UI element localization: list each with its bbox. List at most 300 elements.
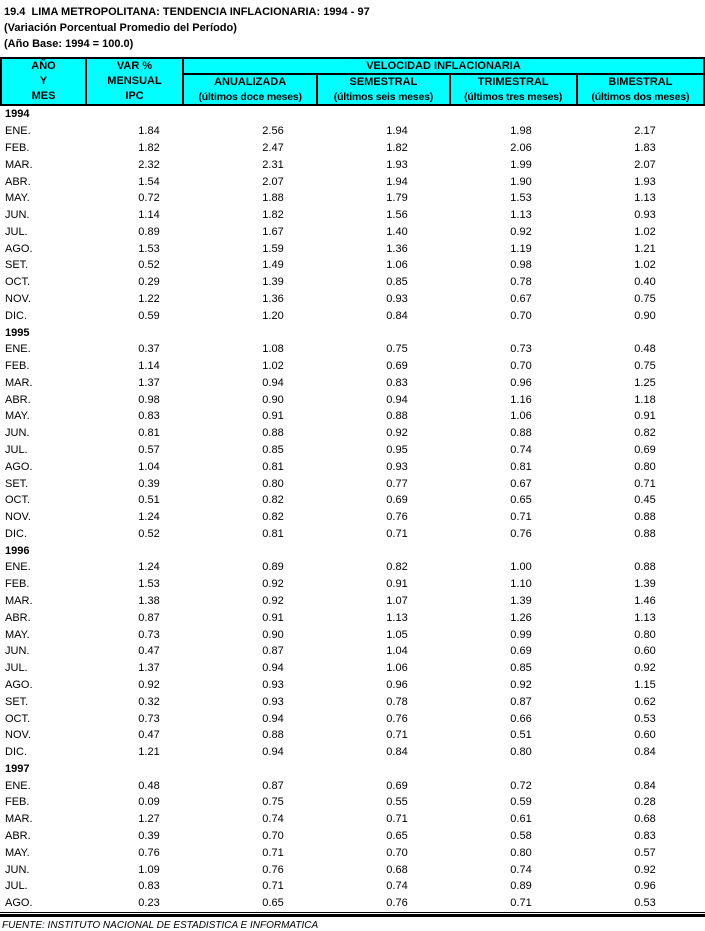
value-cell: 1.10: [510, 578, 532, 591]
value-cell: 0.51: [138, 494, 160, 507]
value-cell: 0.45: [634, 494, 656, 507]
value-cell: 0.80: [634, 460, 656, 473]
value-cell: 1.67: [262, 225, 284, 238]
month-label: AGO.: [5, 242, 33, 255]
header-ano-y-mes: [2, 59, 85, 104]
value-cell: 0.70: [386, 846, 408, 859]
value-cell: 0.94: [262, 662, 284, 675]
table-row: [0, 693, 705, 710]
value-cell: 0.83: [138, 880, 160, 893]
month-label: OCT.: [5, 712, 31, 725]
value-cell: 1.37: [138, 662, 160, 675]
table-row: [0, 861, 705, 878]
value-cell: 0.93: [386, 292, 408, 305]
value-cell: 1.37: [138, 376, 160, 389]
value-cell: 0.75: [262, 796, 284, 809]
value-cell: 0.87: [262, 779, 284, 792]
value-cell: 0.68: [386, 863, 408, 876]
value-cell: 0.52: [138, 527, 160, 540]
value-cell: 1.53: [138, 242, 160, 255]
value-cell: 0.92: [634, 863, 656, 876]
value-cell: 2.06: [510, 141, 532, 154]
table-row: [0, 844, 705, 861]
value-cell: 0.84: [634, 779, 656, 792]
month-label: SET.: [5, 695, 29, 708]
table-row: [0, 458, 705, 475]
table-row: [0, 190, 705, 207]
value-cell: 1.22: [138, 292, 160, 305]
value-cell: 0.96: [510, 376, 532, 389]
value-cell: 1.16: [510, 393, 532, 406]
table-row: [0, 609, 705, 626]
month-label: ABR.: [5, 829, 31, 842]
value-cell: 0.76: [386, 511, 408, 524]
table-row: [0, 777, 705, 794]
table-row: [0, 744, 705, 761]
value-cell: 0.89: [510, 880, 532, 893]
value-cell: 0.73: [138, 628, 160, 641]
header-bimestral: [576, 75, 703, 104]
table-bottom-rule: [0, 914, 705, 917]
value-cell: 0.90: [262, 628, 284, 641]
month-label: DIC.: [5, 746, 27, 759]
year-label: 1996: [5, 544, 30, 557]
value-cell: 0.93: [634, 209, 656, 222]
value-cell: 0.85: [262, 444, 284, 457]
header-var-mensual-ipc: [85, 59, 182, 104]
value-cell: 0.75: [634, 292, 656, 305]
value-cell: 1.83: [634, 141, 656, 154]
value-cell: 0.74: [510, 863, 532, 876]
value-cell: 1.06: [386, 662, 408, 675]
value-cell: 0.29: [138, 276, 160, 289]
month-label: MAY.: [5, 192, 30, 205]
header-anualizada-label: ANUALIZADA: [214, 76, 287, 88]
month-label: JUL.: [5, 444, 28, 457]
month-label: JUL.: [5, 880, 28, 893]
table-row: [0, 123, 705, 140]
table-row: [0, 559, 705, 576]
month-label: NOV.: [5, 511, 31, 524]
value-cell: 0.74: [386, 880, 408, 893]
value-cell: 0.87: [138, 611, 160, 624]
value-cell: 0.40: [634, 276, 656, 289]
value-cell: 1.59: [262, 242, 284, 255]
value-cell: 0.76: [386, 897, 408, 910]
month-label: MAY.: [5, 628, 30, 641]
value-cell: 0.81: [510, 460, 532, 473]
header-trimestral-label: TRIMESTRAL: [477, 76, 549, 88]
header-velocidad-group: [182, 59, 703, 104]
value-cell: 0.92: [634, 662, 656, 675]
month-label: MAR.: [5, 595, 33, 608]
value-cell: 0.85: [510, 662, 532, 675]
value-cell: 0.66: [510, 712, 532, 725]
value-cell: 1.36: [262, 292, 284, 305]
value-cell: 0.73: [510, 343, 532, 356]
value-cell: 0.83: [138, 410, 160, 423]
value-cell: 0.94: [386, 393, 408, 406]
value-cell: 0.80: [262, 477, 284, 490]
value-cell: 0.88: [634, 511, 656, 524]
value-cell: 0.95: [386, 444, 408, 457]
value-cell: 0.71: [262, 880, 284, 893]
source-note: FUENTE: INSTITUTO NACIONAL DE ESTADISTICA E INFORMATICA: [2, 919, 319, 931]
value-cell: 0.93: [262, 678, 284, 691]
value-cell: 0.47: [138, 729, 160, 742]
value-cell: 1.13: [634, 611, 656, 624]
value-cell: 1.39: [634, 578, 656, 591]
value-cell: 0.69: [386, 494, 408, 507]
value-cell: 1.00: [510, 561, 532, 574]
value-cell: 1.21: [634, 242, 656, 255]
table-row: [0, 140, 705, 157]
value-cell: 1.02: [634, 259, 656, 272]
month-label: SET.: [5, 259, 29, 272]
value-cell: 0.74: [262, 813, 284, 826]
value-cell: 1.06: [510, 410, 532, 423]
value-cell: 1.19: [510, 242, 532, 255]
value-cell: 0.69: [510, 645, 532, 658]
value-cell: 0.93: [262, 695, 284, 708]
value-cell: 0.82: [262, 511, 284, 524]
header-bimestral-sublabel: (últimos dos meses): [591, 90, 690, 103]
year-row: [0, 324, 705, 341]
month-label: FEB.: [5, 360, 30, 373]
value-cell: 0.92: [262, 595, 284, 608]
header-semestral-sublabel: (últimos seis meses): [333, 90, 434, 103]
value-cell: 1.25: [634, 376, 656, 389]
value-cell: 0.57: [634, 846, 656, 859]
value-cell: 0.69: [386, 360, 408, 373]
value-cell: 2.31: [262, 158, 284, 171]
table-row: [0, 291, 705, 308]
value-cell: 0.23: [138, 897, 160, 910]
table-row: [0, 492, 705, 509]
value-cell: 0.70: [510, 309, 532, 322]
value-cell: 0.84: [386, 746, 408, 759]
value-cell: 1.26: [510, 611, 532, 624]
value-cell: 2.56: [262, 125, 284, 138]
value-cell: 0.85: [386, 276, 408, 289]
value-cell: 0.48: [634, 343, 656, 356]
header-bimestral-label: BIMESTRAL: [608, 76, 673, 88]
table-row: [0, 408, 705, 425]
value-cell: 1.07: [386, 595, 408, 608]
value-cell: 0.60: [634, 645, 656, 658]
month-label: ABR.: [5, 175, 31, 188]
value-cell: 0.91: [262, 410, 284, 423]
month-label: AGO.: [5, 897, 33, 910]
header-semestral: [316, 75, 448, 104]
value-cell: 0.37: [138, 343, 160, 356]
value-cell: 0.76: [510, 527, 532, 540]
table-row: [0, 828, 705, 845]
value-cell: 1.82: [262, 209, 284, 222]
value-cell: 0.62: [634, 695, 656, 708]
header-trimestral: [449, 75, 576, 104]
value-cell: 0.70: [510, 360, 532, 373]
value-cell: 1.21: [138, 746, 160, 759]
value-cell: 0.92: [510, 225, 532, 238]
value-cell: 0.75: [386, 343, 408, 356]
value-cell: 0.68: [634, 813, 656, 826]
month-label: JUN.: [5, 863, 30, 876]
value-cell: 0.94: [262, 376, 284, 389]
table-row: [0, 307, 705, 324]
year-label: 1995: [5, 326, 30, 339]
value-cell: 0.76: [138, 846, 160, 859]
value-cell: 0.39: [138, 477, 160, 490]
table-row: [0, 375, 705, 392]
value-cell: 1.79: [386, 192, 408, 205]
value-cell: 0.87: [510, 695, 532, 708]
month-label: NOV.: [5, 292, 31, 305]
value-cell: 0.89: [262, 561, 284, 574]
table-row: [0, 878, 705, 895]
value-cell: 1.56: [386, 209, 408, 222]
value-cell: 0.92: [386, 427, 408, 440]
year-label: 1994: [5, 108, 30, 121]
value-cell: 0.80: [510, 746, 532, 759]
value-cell: 0.39: [138, 829, 160, 842]
month-label: MAR.: [5, 158, 33, 171]
month-label: MAY.: [5, 410, 30, 423]
value-cell: 0.65: [510, 494, 532, 507]
table-row: [0, 223, 705, 240]
table-row: [0, 475, 705, 492]
value-cell: 0.92: [510, 678, 532, 691]
header-var-line2: MENSUAL: [107, 75, 162, 87]
page-subtitle-variation: (Variación Porcentual Promedio del Período): [4, 22, 237, 34]
value-cell: 0.53: [634, 712, 656, 725]
value-cell: 1.05: [386, 628, 408, 641]
value-cell: 0.55: [386, 796, 408, 809]
value-cell: 1.98: [510, 125, 532, 138]
table-row: [0, 509, 705, 526]
value-cell: 0.57: [138, 444, 160, 457]
value-cell: 1.36: [386, 242, 408, 255]
value-cell: 0.59: [510, 796, 532, 809]
header-ano-line3: MES: [31, 90, 56, 102]
value-cell: 0.88: [262, 427, 284, 440]
header-anualizada: [184, 75, 316, 104]
value-cell: 1.02: [634, 225, 656, 238]
value-cell: 1.38: [138, 595, 160, 608]
value-cell: 0.96: [634, 880, 656, 893]
value-cell: 0.47: [138, 645, 160, 658]
value-cell: 1.93: [386, 158, 408, 171]
month-label: AGO.: [5, 678, 33, 691]
table-row: [0, 391, 705, 408]
value-cell: 1.90: [510, 175, 532, 188]
value-cell: 0.81: [262, 460, 284, 473]
month-label: ENE.: [5, 343, 31, 356]
value-cell: 1.13: [386, 611, 408, 624]
month-label: OCT.: [5, 494, 31, 507]
value-cell: 0.80: [634, 628, 656, 641]
value-cell: 0.83: [386, 376, 408, 389]
value-cell: 0.78: [386, 695, 408, 708]
value-cell: 0.98: [510, 259, 532, 272]
value-cell: 1.53: [510, 192, 532, 205]
value-cell: 0.74: [510, 444, 532, 457]
month-label: MAR.: [5, 376, 33, 389]
month-label: FEB.: [5, 796, 30, 809]
value-cell: 2.47: [262, 141, 284, 154]
value-cell: 0.53: [634, 897, 656, 910]
value-cell: 0.51: [510, 729, 532, 742]
table-row: [0, 576, 705, 593]
value-cell: 0.61: [510, 813, 532, 826]
value-cell: 1.15: [634, 678, 656, 691]
month-label: ENE.: [5, 125, 31, 138]
month-label: JUL.: [5, 225, 28, 238]
value-cell: 0.71: [386, 527, 408, 540]
month-label: JUN.: [5, 427, 30, 440]
table-row: [0, 156, 705, 173]
header-ano-line1: AÑO: [31, 60, 56, 72]
table-row: [0, 660, 705, 677]
value-cell: 1.09: [138, 863, 160, 876]
value-cell: 1.02: [262, 360, 284, 373]
value-cell: 0.77: [386, 477, 408, 490]
table-row: [0, 710, 705, 727]
value-cell: 1.24: [138, 561, 160, 574]
month-label: JUL.: [5, 662, 28, 675]
value-cell: 0.52: [138, 259, 160, 272]
value-cell: 0.60: [634, 729, 656, 742]
table-row: [0, 442, 705, 459]
value-cell: 1.13: [510, 209, 532, 222]
value-cell: 0.65: [386, 829, 408, 842]
month-label: ENE.: [5, 779, 31, 792]
table-row: [0, 643, 705, 660]
table-row: [0, 727, 705, 744]
table-row: [0, 173, 705, 190]
header-velocidad-subcolumns: [184, 75, 703, 104]
month-label: AGO.: [5, 460, 33, 473]
value-cell: 0.92: [262, 578, 284, 591]
table-row: [0, 425, 705, 442]
value-cell: 1.04: [386, 645, 408, 658]
value-cell: 0.81: [138, 427, 160, 440]
value-cell: 1.20: [262, 309, 284, 322]
header-anualizada-sublabel: (últimos doce meses): [198, 90, 302, 103]
year-row: [0, 760, 705, 777]
value-cell: 0.67: [510, 292, 532, 305]
table-row: [0, 358, 705, 375]
value-cell: 0.91: [386, 578, 408, 591]
table-row: [0, 274, 705, 291]
header-trimestral-sublabel: (últimos tres meses): [464, 90, 563, 103]
month-label: ABR.: [5, 611, 31, 624]
month-label: JUN.: [5, 209, 30, 222]
value-cell: 0.71: [510, 511, 532, 524]
month-label: SET.: [5, 477, 29, 490]
value-cell: 0.72: [138, 192, 160, 205]
month-label: NOV.: [5, 729, 31, 742]
table-row: [0, 240, 705, 257]
value-cell: 0.72: [510, 779, 532, 792]
value-cell: 2.32: [138, 158, 160, 171]
table-row: [0, 593, 705, 610]
value-cell: 0.88: [262, 729, 284, 742]
value-cell: 0.73: [138, 712, 160, 725]
value-cell: 1.84: [138, 125, 160, 138]
value-cell: 1.24: [138, 511, 160, 524]
year-row: [0, 106, 705, 123]
value-cell: 0.59: [138, 309, 160, 322]
value-cell: 0.69: [386, 779, 408, 792]
header-ano-line2: Y: [39, 75, 48, 87]
value-cell: 1.93: [634, 175, 656, 188]
month-label: ABR.: [5, 393, 31, 406]
table-row: [0, 257, 705, 274]
value-cell: 0.76: [386, 712, 408, 725]
value-cell: 1.39: [510, 595, 532, 608]
value-cell: 1.14: [138, 209, 160, 222]
value-cell: 1.08: [262, 343, 284, 356]
value-cell: 0.82: [634, 427, 656, 440]
header-var-line1: VAR %: [116, 60, 153, 72]
table-row: [0, 341, 705, 358]
year-row: [0, 542, 705, 559]
value-cell: 0.28: [634, 796, 656, 809]
value-cell: 0.90: [262, 393, 284, 406]
year-label: 1997: [5, 762, 30, 775]
month-label: MAR.: [5, 813, 33, 826]
value-cell: 0.91: [262, 611, 284, 624]
month-label: FEB.: [5, 141, 30, 154]
value-cell: 1.82: [138, 141, 160, 154]
value-cell: 1.14: [138, 360, 160, 373]
value-cell: 0.92: [138, 678, 160, 691]
value-cell: 1.99: [510, 158, 532, 171]
value-cell: 2.07: [634, 158, 656, 171]
table-header: [0, 57, 705, 106]
value-cell: 0.88: [510, 427, 532, 440]
value-cell: 0.88: [634, 561, 656, 574]
value-cell: 0.98: [138, 393, 160, 406]
month-label: FEB.: [5, 578, 30, 591]
value-cell: 0.71: [386, 813, 408, 826]
value-cell: 0.93: [386, 460, 408, 473]
table-row: [0, 895, 705, 912]
value-cell: 2.07: [262, 175, 284, 188]
value-cell: 1.04: [138, 460, 160, 473]
table-row: [0, 811, 705, 828]
month-label: ENE.: [5, 561, 31, 574]
title-block: [0, 0, 705, 52]
value-cell: 0.32: [138, 695, 160, 708]
value-cell: 1.88: [262, 192, 284, 205]
value-cell: 0.81: [262, 527, 284, 540]
value-cell: 0.71: [262, 846, 284, 859]
table-row: [0, 794, 705, 811]
header-semestral-label: SEMESTRAL: [349, 76, 418, 88]
value-cell: 0.67: [510, 477, 532, 490]
value-cell: 0.89: [138, 225, 160, 238]
value-cell: 0.88: [634, 527, 656, 540]
value-cell: 1.18: [634, 393, 656, 406]
value-cell: 0.91: [634, 410, 656, 423]
header-velocidad-title: VELOCIDAD INFLACIONARIA: [184, 59, 703, 75]
value-cell: 1.54: [138, 175, 160, 188]
value-cell: 0.09: [138, 796, 160, 809]
table-row: [0, 526, 705, 543]
value-cell: 0.75: [634, 360, 656, 373]
